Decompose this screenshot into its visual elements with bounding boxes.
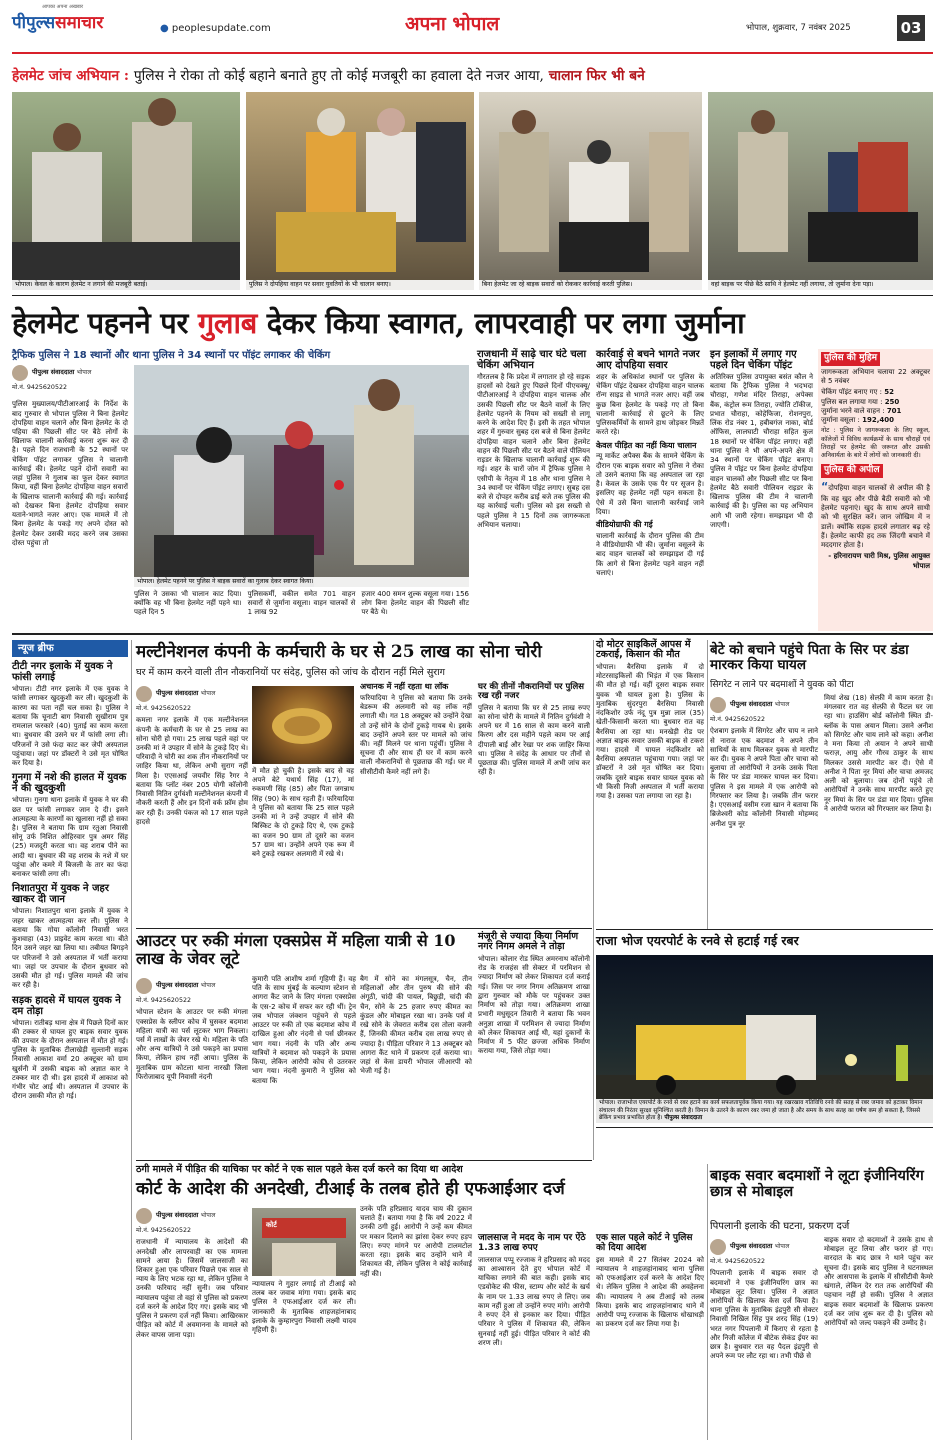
news-brief-title: न्यूज ब्रीफ bbox=[12, 640, 128, 657]
court-headline: कोर्ट के आदेश की अनदेखी, टीआई के तलब होते ही एफआईआर दर्ज bbox=[136, 1179, 565, 1199]
father-col-2 bbox=[824, 694, 933, 924]
court-col-5 bbox=[596, 1234, 704, 1440]
byline-mobile: मो.नं. 9425620522 bbox=[12, 384, 67, 391]
brief-4-body: भोपाल। रातीबड़ थाना क्षेत्र में पिछले दिनों कार की टक्कर से घायल हुए बाइक सवार युवक की उपचार के दौरान अस्पताल में मौत हो गई। पुलिस के मुताबिक टीलाखेड़ी सुल्तानी सड़क निवासी आकाश वर्मा 20 अक्टूबर को ग्राम खुर्सनी में उसकी बाइक को अज्ञात कार ने टक्कर मार दी थी। इस हादसे में आकाश को गंभीर चोट आई थी। अस्पताल में उपचार के दौरान उसकी मौत हो गई। bbox=[12, 1018, 128, 1101]
court-order-body: इस मामले में 27 सितंबर 2024 को न्यायालय ने शाहजहांनाबाद थाना पुलिस को एफआईआर दर्ज करने के आदेश दिए थे। लेकिन पुलिस ने आदेश की अवहेलना की। न्यायालय ने अब टीआई को तलब किया। इसके बाद शाहजहांनाबाद थाने में आरोपी पप्पू रज्जाक के खिलाफ धोखाधड़ी का प्रकरण दर्ज कर लिया गया है। bbox=[596, 1255, 704, 1329]
logo-left: पीपुल्स bbox=[12, 13, 56, 33]
accident-story bbox=[596, 640, 704, 930]
campaign-note: नोट : पुलिस ने जागरूकता के लिए स्कूल, कॉलेजों में विविध कार्यक्रमों के साथ चौराहों एवं तिराहों पर हेलमेट की जरूरत और उसकी अनिवार्यता के बारे में लोगों को जानकारी दी। bbox=[821, 427, 930, 460]
main-subhead: ट्रैफिक पुलिस ने 18 स्थानों और थाना पुलिस ने 34 स्थानों पर पॉइंट लगाकर की चेकिंग bbox=[12, 350, 331, 361]
rose-welcome-illustration bbox=[134, 365, 469, 587]
father-mobile: मो.नं. 9425620522 bbox=[710, 716, 765, 723]
col-fleeing-riders bbox=[596, 349, 704, 631]
globe-icon: ● bbox=[160, 23, 172, 34]
mangla-byline: पीपुल्स संवाददाता भोपाल bbox=[136, 978, 248, 994]
fleeing-body: शहर के अधिकांश स्थानों पर पुलिस के चेकिंग पॉइंट देखकर दोपहिया वाहन चालक रॉन्ग साइड से भागते नजर आए। वहीं जब कुछ बिना हेलमेट के पकड़े गए तो बिना चालानी कार्रवाई से छूटने के लिए पुलिसकर्मियों के सामने हाथ जोड़कर मिन्नतें करते रहे। bbox=[596, 373, 704, 437]
father-headline: बेटे को बचाने पहुंचे पिता के सिर पर डंडा मारकर किया घायल bbox=[710, 642, 909, 673]
court-col-3 bbox=[360, 1205, 472, 1440]
main-body-3: पुलिसकर्मी, वकील समेत 701 वाहन सवारों से जुर्माना वसूला। वाहन चालकों से 1 लाख 92 bbox=[247, 590, 356, 617]
court-body-2: न्यायालय ने गुहार लगाई तो टीआई को तलब कर जवाब मांगा गया। इसके बाद पुलिस ने एफआईआर दर्ज कर ली। जानकारी के मुताबिक शाहजहांनाबाद इलाके के कुम्हारपुरा निवासी लक्ष्मी यादव गृहिणी हैं। bbox=[252, 1280, 356, 1335]
appeal-body: “दोपहिया वाहन चालकों से अपील की है कि वह खुद और पीछे बैठी सवारी को भी हेलमेट पहनाएं। खुद के साथ अपने साथी को भी सुरक्षित करें। जान जोखिम में न डालें। क्योंकि सड़क हादसे लगातार बढ़ रहे हैं। हेलमेट काफी हद तक जिंदगी बचाने में मददगार होता है। bbox=[821, 480, 930, 550]
accident-head: दो मोटर साइकिलें आपस में टकराईं, किसान की मौत bbox=[596, 639, 691, 661]
reporter-avatar bbox=[136, 686, 152, 702]
brief-3-head: निशातपुरा में युवक ने जहर खाकर दी जान bbox=[12, 883, 109, 906]
court-col-1 bbox=[136, 1205, 248, 1440]
mobile-col-2 bbox=[824, 1236, 933, 1440]
court-col-2 bbox=[252, 1280, 356, 1440]
reporter-avatar bbox=[710, 697, 726, 713]
checkpoints-body: अतिरिक्त पुलिस उपायुक्त बसंत कौल ने बताया कि ट्रैफिक पुलिस ने भदभदा चौराहा, गणेश मंदिर तिराहा, अपेक्स बैंक, कंट्रोल रूम तिराहा, ज्योति टॉकीज, प्रभात चौराहा, कोहेफिजा, रोशनपुरा, लिंक रोड नंबर 1, हबीबगंज नाका, बोर्ड ऑफिस, लालघाटी चौराहा सहित कुल 18 स्थानों पर चेकिंग पॉइंट लगाए। वहीं थाना पुलिस ने भी अपने-अपने क्षेत्र में 34 स्थानों पर चेकिंग पॉइंट बनाए। पुलिस ने पॉइंट पर बिना हेलमेट दोपहिया वाहन चालकों और पिछली सीट पर बिना हेलमेट बैठे सवारी पीलियन राइडर के खिलाफ पुलिस की टीम ने चालानी कार्रवाई की है। पुलिस का यह अभियान आगे भी जारी रहेगा। समझाइश भी दी जाएगी। bbox=[710, 373, 813, 529]
main-byline-col bbox=[12, 362, 128, 630]
campaign-title: पुलिस की मुहिम bbox=[821, 352, 880, 366]
top-banner-text: पुलिस ने रोका तो कोई बहाने बनाते हुए तो कोई मजबूरी का हवाला देते नजर आया, bbox=[133, 68, 544, 84]
logo-right: समाचार bbox=[55, 13, 104, 33]
father-col-1 bbox=[710, 694, 818, 924]
father-body-1: ऐशबाग इलाके में सिगरेट और चाय न लाने से नाराज एक बदमाश ने अपने तीन साथियों के साथ मिलकर युवक से मारपीट कर दी। युवक ने अपने पिता और चाचा को बुलाया तो आरोपियों ने उनके उसके पिता के सिर पर डंडा मारकर घायल कर दिया। पुलिस ने इस मामले में एक आरोपी को गिरफ्तार कर लिया है। जबकि तीन फरार है। एएसआई वसीम रजा खान ने बताया कि ब्रिजेश्वरी कोड कॉलोनी निवासी मोहम्मद अनीश पुत्र नूर bbox=[710, 727, 818, 828]
campaign-stat: चेकिंग पॉइंट बनाए गए : 52 bbox=[821, 388, 894, 397]
gold-col-1 bbox=[136, 683, 248, 923]
mobile-headline: बाइक सवार बदमाशों ने लूटा इंजीनियरिंग छात्र से मोबाइल bbox=[710, 1167, 924, 1200]
mobile-body-1: पिपलानी इलाके में बाइक सवार दो बदमाशों ने एक इंजीनियरिंग छात्र का मोबाइल लूट लिया। पुलिस ने अज्ञात आरोपियों के खिलाफ केस दर्ज किया है। थाना पुलिस के मुताबिक इंद्रपुरी सी सेक्टर निवासी निखिल सिंह पुत्र शरद सिंह (19) भरत नगर पिपलानी में किराए से रहता है और निजी कॉलेज में बीटेक सेकंड ईयर का छात्र है। बुधवार रात वह पैदल इंद्रपुरी से अपने रूम पर लौट रहा था। तभी पीछे से bbox=[710, 1269, 818, 1361]
court-building-illustration bbox=[252, 1208, 356, 1276]
col-divider bbox=[593, 640, 594, 1160]
dateline: भोपाल, शुक्रवार, 7 नवंबर 2025 bbox=[746, 23, 851, 33]
top-banner-tail: चालान फिर भी बने bbox=[548, 68, 645, 84]
video-body: चालानी कार्रवाई के दौरान पुलिस की टीम ने वीडियोग्राफी भी की। जुर्माना वसूलने के बाद वाहन चालकों को समझाइश दी गई कि आगे से बिना हेलमेट पहने वाहन नहीं चलाएं। bbox=[596, 531, 704, 577]
section-divider bbox=[596, 1127, 933, 1128]
patient-body: न्यू मार्केट अपैक्स बैंक के सामने चेकिंग के दौरान एक बाइक सवार को पुलिस ने रोका तो उसने बताया कि वह अस्पताल जा रहा है। केवल के उसके एक पैर पर सूजन है। इसलिए वह हेलमेट नहीं पहन सकता है। ऐसे में उसे बिना चालानी कार्रवाई जाने दिया। bbox=[596, 452, 704, 516]
fleeing-head: कार्रवाई से बचने भागते नजर आए दोपहिया सवार bbox=[596, 349, 700, 371]
col-checkpoints bbox=[710, 349, 813, 631]
main-headline-c: देकर किया स्वागत, लापरवाही पर लगा जुर्माना bbox=[266, 306, 745, 340]
father-subhead: सिगरेट न लाने पर बदमाशों ने युवक को पीटा bbox=[710, 680, 854, 690]
top-strip-rule bbox=[12, 295, 933, 296]
brief-1-head: टीटी नगर इलाके में युवक ने फांसी लगाई bbox=[12, 661, 113, 684]
runway-headline: राजा भोज एयरपोर्ट के रनवे से हटाई गई रबर bbox=[596, 933, 799, 948]
top-photo-3-caption: बिना हेलमेट जा रहे बाइक सवारों को रोककर कार्रवाई करती पुलिस। bbox=[479, 280, 702, 290]
mangla-body-1: भोपाल स्टेशन के आउटर पर रुकी मंगला एक्सप्रेस के स्लीपर कोच में घुसकर बदमाश महिला यात्री का पर्स लूटकर भाग निकला। पर्स में लाखों के जेवर रखे थे। महिला के पति और अन्य यात्रियों ने उसे पकड़ने का प्रयास किया, लेकिन हाथ नहीं आया। पुलिस के मुताबिक ग्राम कोटला थाना नारखी जिला फिरोजाबाद यूपी निवासी नंदनी bbox=[136, 1008, 248, 1081]
mobile-byline: पीपुल्स संवाददाता भोपाल bbox=[710, 1239, 818, 1255]
brief-4-head: सड़क हादसे में घायल युवक ने दम तोड़ा bbox=[12, 994, 121, 1017]
main-body-4: हजार 400 समन शुल्क वसूला गया। 156 लोग बिना हेलमेट वाहन की पिछली सीट पर बैठे थे। bbox=[361, 590, 470, 617]
top-photo-1-caption: भोपाल। केवल के कारण हेलमेट न लगाने की मजबूरी बताई। bbox=[12, 280, 240, 290]
top-photo-2 bbox=[246, 92, 474, 290]
col-divider bbox=[707, 640, 708, 930]
top-photo-1 bbox=[12, 92, 240, 290]
mangla-headline: आउटर पर रुकी मंगला एक्सप्रेस में महिला यात्री से 10 लाख के जेवर लूटे bbox=[136, 931, 456, 968]
col-checking-drive bbox=[477, 349, 590, 631]
main-headline-a: हेलमेट पहनने पर bbox=[12, 306, 189, 340]
top-photo-4 bbox=[708, 92, 933, 290]
campaign-intro: जागरूकता अभियान चलाया 22 अक्टूबर से 5 नवंबर bbox=[821, 367, 930, 386]
main-photo-caption: भोपाल। हेलमेट पहनने पर पुलिस ने बाइक सवारों का गुलाब देकर स्वागत किया। bbox=[134, 577, 469, 587]
court-order-head: एक साल पहले कोर्ट ने पुलिस को दिया आदेश bbox=[596, 1233, 693, 1253]
section-title: अपना भोपाल bbox=[405, 13, 500, 35]
appeal-signature: - हरिनारायण चारी मिश्र, पुलिस आयुक्त भोपाल bbox=[828, 552, 930, 570]
mobile-col-1 bbox=[710, 1236, 818, 1440]
court-strap: ठगी मामले में पीड़ित की याचिका पर कोर्ट ने एक साल पहले केस दर्ज करने का दिया था आदेश bbox=[136, 1164, 463, 1175]
brief-2-head: गुनगा में नशे की हालत में युवक ने की खुदकुशी bbox=[12, 772, 127, 795]
campaign-stat: जुर्माना भरने वाले वाहन : 701 bbox=[821, 406, 902, 415]
top-photo-3 bbox=[479, 92, 702, 290]
gold-photo bbox=[252, 686, 354, 764]
gold-col-4 bbox=[478, 683, 590, 923]
court-mobile: मो.नं. 9425620522 bbox=[136, 1227, 191, 1234]
news-brief-column bbox=[12, 640, 128, 1440]
top-photo-4-caption: वहां बाइक पर पीछे बैठे साथि ने हेलमेट नहीं लगाया, तो जुर्माना देना पड़ा। bbox=[708, 280, 933, 290]
main-body-2: पुलिस ने उसका भी चालान काट दिया। क्योंकि वह भी बिना हेलमेट नहीं पहने था। पहले दिन 5 bbox=[134, 590, 242, 617]
gold-body-4: पुलिस ने बताया कि घर से 25 लाख रुपए का सोना चोरी के मामले में नितिन दुर्गवंशी ने अपने घर में 16 साल से काम करने वाली किरण और दस महीने पहले काम पर आई दीपाली बाई और रेखा पर शक जाहिर किया था। पुलिस ने संदेह के आधार पर तीनों से पूछताछ की। पुलिस मामले में अभी जांच कर रही है। bbox=[478, 703, 590, 777]
mangla-body-3: बैग में सोने का मंगलसूत्र, चैन, तीन महिलाओं और तीन पुरुष की सोने की अंगूठी, चांदी की पायल, बिछुड़ी, चांदी की चैन, सोने के 25 हजार रुपए कीमत का कुंडल और मोबाइल रखा था। उनके पर्स में रखे सोने के जेवरात करीब दस तोला वजनी हैं, जिनकी कीमत करीब दस लाख रुपए से ज्यादा है। पीड़िता परिवार ने 13 अक्टूबर को आगरा कैंट थाने में प्रकरण दर्ज कराया था। जहां से केस डायरी भोपाल जीआरपी को भेजी गई है। bbox=[360, 975, 472, 1076]
gold-byline: पीपुल्स संवाददाता भोपाल bbox=[136, 686, 248, 702]
top-photo-2-caption: पुलिस ने दोपहिया वाहन पर सवार युवतियों के भी चालान बनाए। bbox=[246, 280, 474, 290]
mobile-body-2: बाइक सवार दो बदमाशों ने उसके हाथ से मोबाइल लूट लिया और फरार हो गए। वारदात के बाद छात्र ने थाने पहुंच कर सूचना दी। इसके बाद पुलिस ने घटनास्थल और आसपास के इलाके में सीसीटीवी कैमरे खंगाले, लेकिन देर रात तक आरोपियों की पहचान नहीं हो सकी। पुलिस ने अज्ञात बाइक सवार बदमाशों के खिलाफ प्रकरण दर्ज कर जांच शुरू कर दी है। पुलिस को आरोपियों को जल्द पकड़ने की उम्मीद है। bbox=[824, 1236, 933, 1328]
col-divider bbox=[707, 1164, 708, 1440]
court-photo bbox=[252, 1208, 356, 1276]
website[interactable]: ● peoplesupdate.com bbox=[160, 23, 271, 34]
mangla-col-1 bbox=[136, 975, 248, 1155]
section-divider bbox=[596, 929, 933, 930]
gold-mobile: मो.नं. 9425620522 bbox=[136, 705, 191, 712]
gold-body-2: में मौत हो चुकी है। इसके बाद से वह अपने बेटे यथार्थ सिंह (17), मां रुकमणी सिंह (85) और पिता जगन्नाथ सिंह (90) के साथ रहती हैं। फरियादिया ने पुलिस को बताया कि 25 साल पहले उनकी मां ने उन्हें उपहार में सोने की बिस्किट के दो टुकड़े दिए थे, एक टुकड़े का वजन 90 ग्राम तो दूसरे का वजन 57 ग्राम था। उन्होंने अपने एक रूम में बने टुकड़े रखकर अलमारी में रखे थे। bbox=[252, 767, 354, 859]
court-side-head: जालसाज ने मदद के नाम पर ऐंठे 1.33 लाख रुपए bbox=[478, 1233, 586, 1253]
main-story-rule bbox=[12, 633, 933, 635]
gold-body-1: कमला नगर इलाके में एक मल्टीनेशनल कंपनी के कर्मचारी के घर से 25 लाख का सोना चोरी हो गया। 25 लाख पहले वहां पर उनकी मां ने उपहार में सोने के टुकड़े दिए थे। परिवादी ने चोरी का शक तीन नौकरानियों पर जाहिर किया था, लेकिन अभी सुराग नहीं मिला है। एएसआई जयवीर सिंह रैगर ने बताया कि प्लॉट नंबर 205 योगी कॉलोनी निवासी नितिन दुर्गवंशी मल्टीनेशनल कंपनी में नौकरी करती हैं और इन दिनों वर्क फ्रॉम होम कर रही हैं। उनकी पंकज को 17 साल पहले हादसे bbox=[136, 716, 248, 826]
gold-head-2: अचानक में नहीं रहता था लॉक bbox=[360, 682, 449, 691]
reporter-avatar bbox=[710, 1239, 726, 1255]
campaign-stat: जुर्माना वसूला : 192,400 bbox=[821, 416, 895, 425]
appeal-title: पुलिस की अपील bbox=[821, 464, 883, 478]
brief-1-body: भोपाल। टीटी नगर इलाके में एक युवक ने फांसी लगाकर खुदकुशी कर ली। खुदकुशी के कारण का पता नहीं चल सका है। पुलिस ने बताया कि चूनाटी बाग निवासी सुखीराम पुत्र रामलाल फरकारे (40) पुताई का काम करता था। बुधवार की उसने घर में फांसी लगा ली। परिजनों ने उसे फंदा काट कर जेपी अस्पताल पहुंचाया। जहां पर डॉक्टरों ने उसे मृत घोषित कर दिया है। bbox=[12, 685, 128, 768]
gold-head-3: घर की तीनों नौकरानियों पर पुलिस रख रही नजर bbox=[478, 682, 585, 702]
gold-col-2 bbox=[252, 767, 354, 923]
encroach-head: मंजूरी से ज्यादा किया निर्माण नगर निगम अमले ने तोड़ा bbox=[478, 931, 579, 953]
main-body-cont bbox=[134, 590, 469, 630]
father-byline: पीपुल्स संवाददाता भोपाल bbox=[710, 697, 818, 713]
masthead bbox=[0, 0, 945, 52]
page-number: 03 bbox=[897, 15, 925, 41]
checkpoints-head: इन इलाकों में लगाए गए पहले दिन चेकिंग पॉइंट bbox=[710, 349, 797, 371]
campaign-box bbox=[818, 349, 933, 631]
masthead-rule bbox=[12, 52, 933, 54]
logo[interactable] bbox=[12, 4, 152, 42]
pillion-fine-illustration bbox=[708, 92, 933, 290]
father-body-2: मियां शेख (18) सेल्फ़ी में काम करता है। मंगलवार रात वह सेल्फ़ी से फैंटल घर जा रहा था। हाउसिंग बोर्ड कॉलोनी स्थित डी-ब्लॉक के पास अयान मिला। उसने अनीश को सिगरेट और चाय लाने को कहा। अनीश ने मना किया तो अयान ने अपने साथी फराज़, आयु और गौरव ठाकुर के साथ मिलकर उससे मारपीट कर दी। ऐसे में अनीश ने पिता नूर मियां और चाचा अमजद अली को बुलाया। जब दोनों पहुंचे तो आरोपियों ने उनके साथ मारपीट करते हुए नूर मियां के सिर पर डंडा मार दिया। पुलिस ने आरोपी फराज को गिरफ्तार कर लिया है। bbox=[824, 694, 933, 813]
campaign-stat: पुलिस बल लगाया गया : 250 bbox=[821, 397, 900, 406]
court-body-1: राजधानी में न्यायालय के आदेशों की अनदेखी और लापरवाही का एक मामला सामने आया है। जिसमें जालसाजी का शिकार हुआ एक परिवार पिछले एक साल से न्याय के लिए भटक रहा था, लेकिन पुलिस ने उनकी फरियाद नहीं सुनी। जब परिवार न्यायालय पहुंचा तो वहां से पुलिस को प्रकरण दर्ज करने के आदेश दिए गए। इसके बाद भी पुलिस ने प्रकरण दर्ज नहीं किया। आखिरकार पीड़ित को कोर्ट में अवमानना के मामले को लेकर वापस जाना पड़ा। bbox=[136, 1238, 248, 1339]
main-headline-rose: गुलाब bbox=[197, 306, 257, 340]
logo-tagline: आपका अपना अखबार bbox=[42, 4, 84, 10]
gold-subhead: घर में काम करने वाली तीन नौकरानियों पर संदेह, पुलिस को जांच के दौरान नहीं मिले सुराग bbox=[136, 667, 445, 678]
gold-rule bbox=[136, 928, 592, 929]
gold-col-3 bbox=[360, 683, 472, 923]
mangla-col-3 bbox=[360, 975, 472, 1155]
reporter-avatar bbox=[136, 1208, 152, 1224]
mangla-col-2 bbox=[252, 975, 356, 1155]
court-photo-label: कोर्ट bbox=[266, 1221, 277, 1229]
court-side-body: जालसाज पप्पू रज्जाक ने हरिप्रसाद को मदद का आश्वासन देते हुए भोपाल कोर्ट में याचिका लगाने की बात कही। इसके बाद एडवोकेट की फीस, स्टाम्प और कोर्ट के खर्च के नाम पर 1.33 लाख रुपए ले लिए। जब काम नहीं हुआ तो उन्होंने रुपए मांगे। आरोपी ने रुपए देने से इनकार कर दिया। पीड़ित परिवार ने पुलिस में शिकायत की, लेकिन सुनवाई नहीं हुई। पीड़ित परिवार ने कोर्ट की शरण ली। bbox=[478, 1255, 590, 1347]
reporter-avatar bbox=[12, 365, 28, 381]
top-banner-headline bbox=[12, 63, 933, 89]
gold-headline: मल्टीनेशनल कंपनी के कर्मचारी के घर से 25 लाख का सोना चोरी bbox=[136, 642, 542, 662]
runway-caption: भोपाल। राजाभोज एयरपोर्ट के रनवे से रबर हटाने का कार्य सफलतापूर्वक किया गया। यह रखरखाव गतिविधि रनवे की सतह से रबर जमाव को हटाकर विमान संचालन की निरंतर सुरक्षा सुनिश्चित करती है। विमान के उतरने के कारण रबर जमा हो जाता है और समय के साथ सतह का घर्षण कम हो सकता है, जिससे ब्रेकिंग प्रभाव प्रभावित होता है। पीपुल्स संवाददाता bbox=[596, 1099, 933, 1123]
top-banner-label: हेलमेट जांच अभियान : bbox=[12, 68, 130, 84]
checking-drive-head: राजधानी में साढ़े चार घंटे चला चेकिंग अभियान bbox=[477, 349, 587, 371]
runway-truck-illustration bbox=[596, 955, 933, 1123]
mangla-body-2: कुमारी पति आशीष शर्मा गृहिणी हैं। वह पति के साथ मुंबई के कल्याण स्टेशन से आगरा कैंट जाने के लिए मंगला एक्सप्रेस के एस-2 कोच में सफर कर रही थीं। ट्रेन जब भोपाल जंक्शन पहुंचने से पहले आउटर पर रुकी तो एक बदमाश कोच में दाखिल हुआ और नंदनी से पर्स छीनकर भाग गया। नंदनी के पति और अन्य यात्रियों ने बदमाश को पकड़ने के प्रयास किया, लेकिन आरोपी कोच से उतरकर भाग गया। नंदनी कुमारी ने पुलिस को बताया कि bbox=[252, 975, 356, 1085]
brief-2-body: भोपाल। गुनगा थाना इलाके में युवक ने घर की छत पर फांसी लगाकर जान दे दी। इसने आत्महत्या के कारणों का खुलासा नहीं हो सका है। पुलिस ने बताया कि ग्राम रतुआ निवासी सोनू उर्फ निशित ओहिरवार पुत्र अमर सिंह (25) मजदूरी करता था। वह शराब पीने का आदी था। बुधवार की वह शराब के नशे में घर पहुंचा और कमरे में बिजली के तार का फंदा बनाकर फांसी लगा ली। bbox=[12, 796, 128, 879]
encroach-body: भोपाल। कोलार रोड स्थित अमरनाथ कॉलोनी रोड के राजहंस सी सेक्टर में परमिशन से ज्यादा निर्माण को लेकर शिकायत दर्ज कराई गई। जिस पर नगर निगम अतिक्रमण शाखा द्वारा गुरुवार को मौके पर पहुंचकर उक्त निर्माण को तोड़ा गया। अतिक्रमण शाखा प्रभारी मधुसूदन तिवारी ने बताया कि भवन अनुज्ञा शाखा में परमिशन से ज्यादा निर्माण को लेकर शिकायत आई थी, यहां दुकानों के निर्माण में 5 फीट छज्जा अधिक निर्माण कराया गया, जिसे तोड़ा गया। bbox=[478, 954, 590, 1056]
video-head: वीडियोग्राफी की गई bbox=[596, 520, 653, 530]
scooty-riders-illustration bbox=[246, 92, 474, 290]
brief-3-body: भोपाल। निशातपुरा थाना इलाके में युवक ने जहर खाकर आत्महत्या कर ली। पुलिस ने बताया कि गोया कॉलोनी निवासी भरत कुशवाहा (43) प्राइवेट काम करता था। बीते दिन उसने जहर खा लिया था। तबीयत बिगड़ने पर परिजनों ने उसे अस्पताल में भर्ती कराया था। जहां पर उपचार के दौरान बुधवार को उसकी मौत हो गई। पुलिस मामले की जांच कर रही है। bbox=[12, 907, 128, 990]
bike-stopped-illustration bbox=[479, 92, 702, 290]
mangla-mobile: मो.नं. 9425620522 bbox=[136, 997, 191, 1004]
main-body: पुलिस मुख्यालय/पीटीआरआई के निर्देश के बाद गुरुवार से भोपाल पुलिस ने बिना हेलमेट दोपहिया वाहन चलाने और बिना हेलमेट के दो पहिया की पिछली सीट पर बैठे लोगों के खिलाफ चालानी कार्रवाई करना शुरू कर दी है। पहले दिन राजधानी के 52 स्थानों पर चेकिंग पॉइंट लगाकर पुलिस ने चालानी कार्रवाई की। हेलमेट पहने दोनों सवारी का जहां पुलिस ने गुलाब का फूल देकर स्वागत किया, वहीं बिना हेलमेट दोपहिया वाहन सवारों के खिलाफ चालानी कार्रवाई की गई। कार्रवाई को देखकर बिना हेलमेट दोपहिया सवार यताने-भागते नजर आए। एक मामले में तो बिना हेलमेट के पकड़े गए अपने दोस्त को हेलमेट देकर उसकी मदद करने जब उसका दोस्त पहुंचा तो bbox=[12, 400, 128, 547]
court-byline: पीपुल्स संवाददाता भोपाल bbox=[136, 1208, 248, 1224]
main-byline bbox=[12, 365, 128, 381]
court-body-3: उनके पति हरिप्रसाद यादव चाय की दुकान चलाते हैं। बताया गया है कि वर्ष 2022 में उनकी ठगी हुई। आरोपी ने उन्हें कम कीमत पर मकान दिलाने का झांसा देकर रुपए हड़प लिए। रुपए मांगने पर आरोपी टालमटोल करता रहा। इसके बाद उन्होंने थाने में शिकायत की, लेकिन पुलिस ने कोई कार्रवाई नहीं की। bbox=[360, 1205, 472, 1278]
quote-icon: “ bbox=[821, 480, 829, 494]
runway-photo bbox=[596, 955, 933, 1123]
main-photo bbox=[134, 365, 469, 587]
checking-drive-body: गौरतलब है कि प्रदेश में लगातार हो रहे सड़क हादसों को देखते हुए पिछले दिनों पीएचक्यू/पीटीआरआई ने दोपहिया वाहन चालक और उसकी पिछली सीट पर बैठने वालों के लिए हेलमेट पहनने के नियम को सख्ती से लागू करने के आदेश दिए हैं। इसी के तहत भोपाल शहर में गुरुवार सुबह दस बजे से बिना हेलमेट दोपहिया वाहन चलाने और बिना हेलमेट वाहन की पिछली सीट पर बैठने वाले पीलियन राइडर के खिलाफ चालानी कार्रवाई शुरू की गई। शहर के चारों जोन में ट्रैफिक पुलिस ने एसीपी के नेतृत्व में 18 और थाना पुलिस ने 34 स्थानों पर चेकिंग पॉइंट लगाए। सुबह दस बजे से दोपहर करीब ढाई बजे तक पुलिस की यह कार्रवाई चली। पुलिस को इस सख्ती से पहले पुलिस ने 15 दिनों तक जागरूकता अभियान चलाया। bbox=[477, 373, 590, 529]
court-col-4 bbox=[478, 1234, 590, 1440]
byline-bureau: भोपाल bbox=[76, 369, 92, 377]
mobile-subhead: पिपलानी इलाके की घटना, प्रकरण दर्ज bbox=[710, 1221, 850, 1232]
encroach-story bbox=[478, 932, 590, 1157]
mangla-rule bbox=[136, 1160, 592, 1161]
gold-body-3: फरियादिया ने पुलिस को बताया कि उनके बेडरूम की अलमारी को वह लॉक नहीं लगाती थी। गत 18 अक्टूबर को उन्होंने देखा तो उन्हें सोने के दोनों टुकड़े गायब थे। इसके बाद उन्होंने अपने स्तर पर मामले को जांच की। नहीं मिलने पर थाना पहुंचीं। पुलिस ने सूचना दी और साथ ही घर में काम करने वाली नौकरानियों से पूछताछ की गई। घर में सीसीटीवी कैमरे नहीं लगे हैं। bbox=[360, 693, 472, 776]
main-headline bbox=[12, 300, 933, 346]
mobile-mobile: मो.नं. 9425620522 bbox=[710, 1258, 765, 1265]
accident-body: भोपाल। बैरसिया इलाके में दो मोटरसाइकिलों की भिड़ंत में एक किसान की मौत हो गई। वहीं दूसरा बाइक सवार युवक भी घायल हुआ है। पुलिस के मुताबिक सुंदरपुरा बैरसिया निवासी नंदकिशोर उर्फ नंदू पुत्र मुन्ना लाल (35) खेती-किसानी करता था। बुधवार रात वह बैरसिया आ रहा था। मनखेड़ी रोड पर अज्ञात बाइक सवार उसकी बाइक से टकरा गया। हादसे में घायल नंदकिशोर को बैरसिया अस्पताल पहुंचाया गया। जहां पर डॉक्टरों ने उसे मृत घोषित कर दिया। जबकि दूसरे बाइक सवार घायल युवक को भी किसी निजी अस्पताल में भर्ती कराया गया है। उसका पता लगाया जा रहा है। bbox=[596, 662, 704, 801]
byline-name: पीपुल्स संवाददाता bbox=[32, 368, 75, 377]
brief-divider bbox=[131, 640, 132, 1440]
helmet-check-illustration bbox=[12, 92, 240, 290]
gold-jewelry-illustration bbox=[252, 686, 354, 764]
patient-head: केवल पीड़ित का नहीं किया चालान bbox=[596, 440, 697, 450]
reporter-avatar bbox=[136, 978, 152, 994]
